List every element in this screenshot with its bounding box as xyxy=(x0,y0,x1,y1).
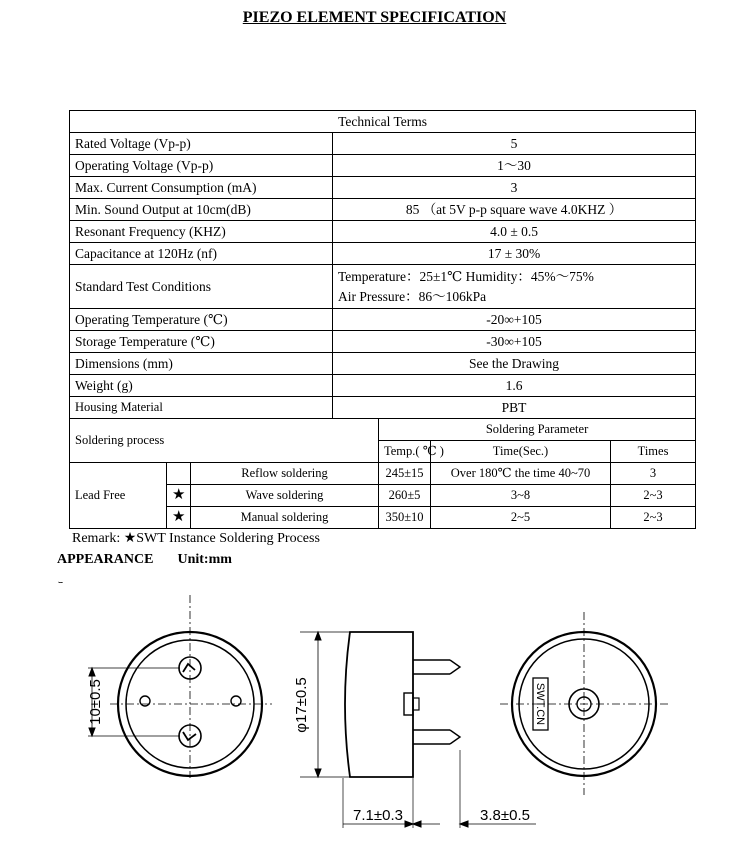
table-row-standard xyxy=(70,265,696,309)
appearance-label: APPEARANCE xyxy=(57,552,154,567)
appearance-drawing xyxy=(0,590,749,865)
col-time: Time(Sec.) xyxy=(431,441,611,463)
value-cell xyxy=(333,265,696,309)
table-row xyxy=(70,353,696,375)
appearance-mark: ｰ xyxy=(58,578,63,589)
time-cell: Over 180℃ the time 40~70 xyxy=(431,463,611,485)
term-cell: Resonant Frequency (KHZ) xyxy=(70,221,333,243)
value-cell: 4.0 ± 0.5 xyxy=(333,221,696,243)
table-row xyxy=(70,375,696,397)
page-title-text: PIEZO ELEMENT SPECIFICATION xyxy=(242,9,507,26)
value-cell: 1.6 xyxy=(333,375,696,397)
page-title xyxy=(0,9,749,27)
value-cell: 3 xyxy=(333,177,696,199)
value-cell: PBT xyxy=(333,397,696,419)
soldering-param-header: Soldering Parameter xyxy=(379,419,696,441)
side-view xyxy=(300,632,536,828)
term-cell: Dimensions (mm) xyxy=(70,353,333,375)
col-temp: Temp.( ℃ ) xyxy=(379,441,431,463)
term-cell: Housing Material xyxy=(70,397,333,419)
table-row xyxy=(70,221,696,243)
pin-length-dim: 3.8±0.5 xyxy=(480,807,530,824)
temp-cell: 350±10 xyxy=(379,507,431,529)
method-cell: Reflow soldering xyxy=(191,463,379,485)
method-cell: Manual soldering xyxy=(191,507,379,529)
star-icon: ★ xyxy=(167,485,191,507)
soldering-row xyxy=(70,463,696,485)
value-cell: 85 （at 5V p-p square wave 4.0KHZ ） xyxy=(333,199,696,221)
table-row xyxy=(70,155,696,177)
unit-label: Unit:mm xyxy=(177,552,232,567)
body-height-dim: 7.1±0.3 xyxy=(353,807,403,824)
bottom-view xyxy=(88,595,272,778)
standard-line-1: Temperature：25±1℃ Humidity：45%～75% xyxy=(338,268,594,284)
table-header: Technical Terms xyxy=(70,111,696,133)
term-cell: Standard Test Conditions xyxy=(70,265,333,309)
top-view xyxy=(500,612,668,795)
table-row xyxy=(70,309,696,331)
col-times: Times xyxy=(611,441,696,463)
temp-cell: 260±5 xyxy=(379,485,431,507)
time-cell: 2~5 xyxy=(431,507,611,529)
times-cell: 3 xyxy=(611,463,696,485)
table-row xyxy=(70,331,696,353)
value-cell: See the Drawing xyxy=(333,353,696,375)
method-cell: Wave soldering xyxy=(191,485,379,507)
time-cell: 3~8 xyxy=(431,485,611,507)
term-cell: Max. Current Consumption (mA) xyxy=(70,177,333,199)
soldering-header-row xyxy=(70,419,696,441)
spec-table xyxy=(69,110,696,529)
case-label-text: SWT.CN xyxy=(534,682,546,726)
standard-line-2: Air Pressure：86～106kPa xyxy=(338,288,487,304)
value-cell: -20∞+105 xyxy=(333,309,696,331)
times-cell: 2~3 xyxy=(611,485,696,507)
star-cell-empty xyxy=(167,463,191,485)
table-row xyxy=(70,177,696,199)
table-row xyxy=(70,199,696,221)
term-cell: Rated Voltage (Vp-p) xyxy=(70,133,333,155)
times-cell: 2~3 xyxy=(611,507,696,529)
term-cell: Weight (g) xyxy=(70,375,333,397)
diameter-dim: φ17±0.5 xyxy=(293,677,310,733)
table-row xyxy=(70,133,696,155)
lead-free-label: Lead Free xyxy=(70,463,167,529)
table-row xyxy=(70,397,696,419)
soldering-label: Soldering process xyxy=(70,419,379,463)
star-icon: ★ xyxy=(167,507,191,529)
remark-text: Remark: ★SWT Instance Soldering Process xyxy=(72,531,320,546)
value-cell: 5 xyxy=(333,133,696,155)
temp-cell: 245±15 xyxy=(379,463,431,485)
table-header-row xyxy=(70,111,696,133)
term-cell: Capacitance at 120Hz (nf) xyxy=(70,243,333,265)
term-cell: Min. Sound Output at 10cm(dB) xyxy=(70,199,333,221)
pin-spacing-dim: 10±0.5 xyxy=(87,679,104,725)
appearance-heading xyxy=(57,552,232,568)
value-cell: 1～30 xyxy=(333,155,696,177)
value-cell: -30∞+105 xyxy=(333,331,696,353)
term-cell: Operating Temperature (℃) xyxy=(70,309,333,331)
table-row xyxy=(70,243,696,265)
value-cell: 17 ± 30% xyxy=(333,243,696,265)
term-cell: Storage Temperature (℃) xyxy=(70,331,333,353)
term-cell: Operating Voltage (Vp-p) xyxy=(70,155,333,177)
